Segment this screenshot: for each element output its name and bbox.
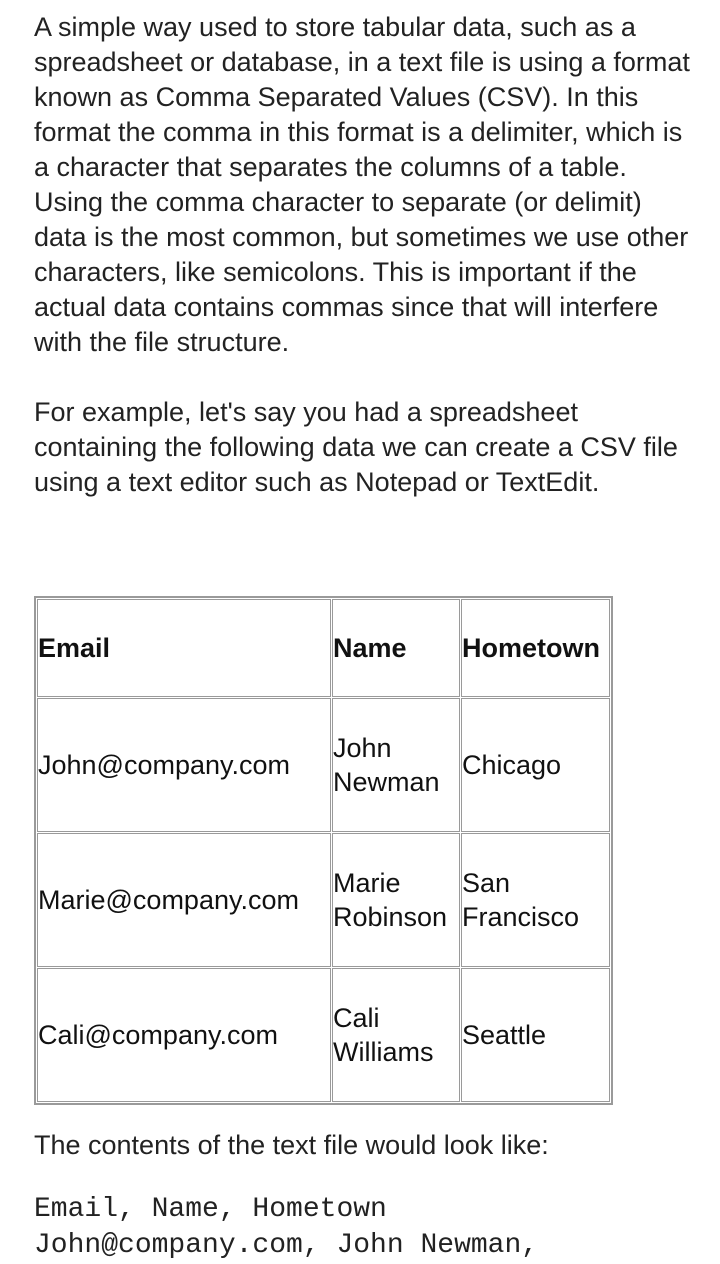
cell-email: John@company.com <box>37 698 331 832</box>
intro-paragraph: A simple way used to store tabular data, such as a spreadsheet or database, in a text file is using a format known as Comma Separated Values (CSV). In this format the comma in this format is a delimiter, which is a character that separates the columns of a table. Using the comma character to separate (or delimit) data is the most common, but sometimes we use other characters, like semicolons. This is important if the actual data contains commas since that will interfere with the file structure. <box>34 12 690 357</box>
header-email: Email <box>37 599 331 697</box>
code-line: John@company.com, John Newman, <box>34 1230 539 1261</box>
header-hometown: Hometown <box>461 599 610 697</box>
example-paragraph: For example, let's say you had a spreadsheet containing the following data we can create a CSV file using a text editor such as Notepad or TextEdit. <box>34 397 678 497</box>
sample-data-table <box>34 596 613 1105</box>
contents-intro-text: The contents of the text file would look like: <box>34 1130 549 1160</box>
cell-name: Cali Williams <box>332 968 460 1102</box>
article-body <box>34 10 694 500</box>
cell-hometown: Seattle <box>461 968 610 1102</box>
header-name: Name <box>332 599 460 697</box>
cell-email: Marie@company.com <box>37 833 331 967</box>
cell-name: Marie Robinson <box>332 833 460 967</box>
table-row <box>37 698 610 832</box>
csv-code-block <box>34 1192 538 1264</box>
table-row <box>37 833 610 967</box>
code-line: Email, Name, Hometown <box>34 1194 387 1225</box>
table-row <box>37 968 610 1102</box>
cell-hometown: Chicago <box>461 698 610 832</box>
cell-name: John Newman <box>332 698 460 832</box>
table-header-row <box>37 599 610 697</box>
cell-email: Cali@company.com <box>37 968 331 1102</box>
cell-hometown: San Francisco <box>461 833 610 967</box>
